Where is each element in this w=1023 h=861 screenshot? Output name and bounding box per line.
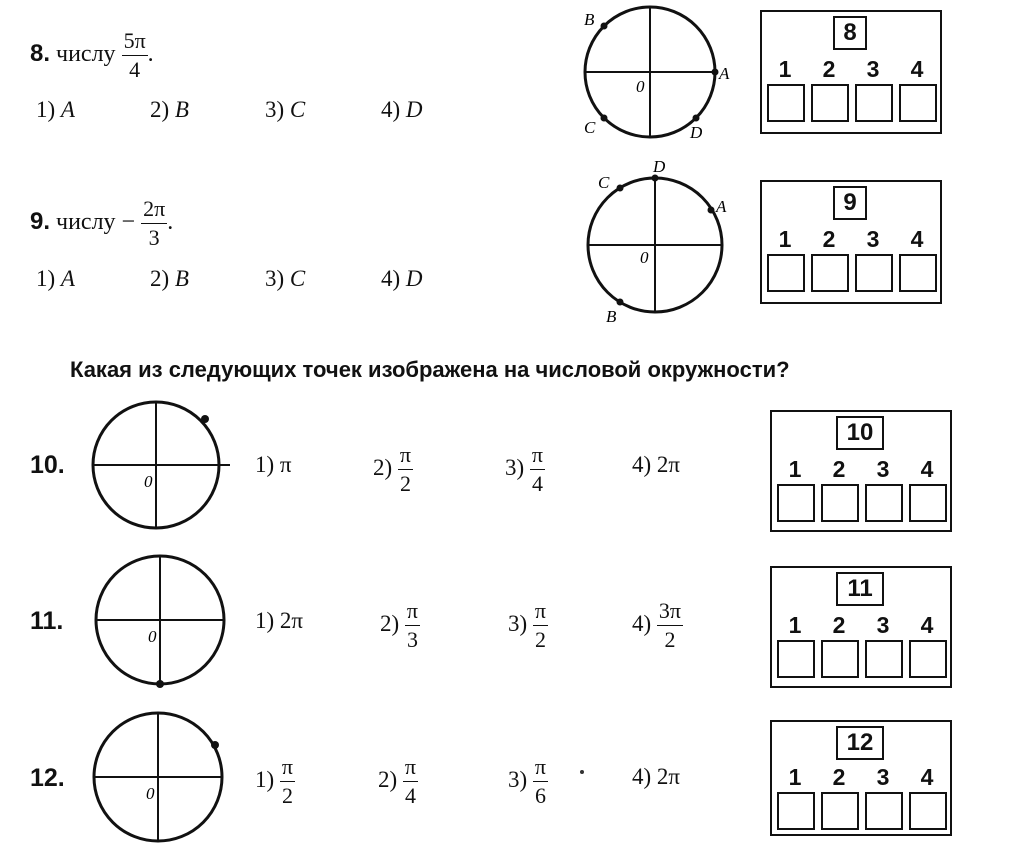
marked-point bbox=[156, 680, 164, 688]
option-number: 4) bbox=[381, 266, 401, 291]
answer-title: 8 bbox=[833, 16, 867, 50]
answer-cell-1[interactable] bbox=[767, 254, 805, 292]
answer-cell-2[interactable] bbox=[821, 484, 859, 522]
option-value: C bbox=[289, 266, 306, 291]
task-9-fraction-denominator: 3 bbox=[148, 225, 160, 250]
option-number: 1) bbox=[255, 608, 275, 633]
fraction-numerator: π bbox=[533, 600, 548, 626]
label-origin: 0 bbox=[146, 784, 155, 803]
answer-cell-3[interactable] bbox=[855, 254, 893, 292]
option-number: 3) bbox=[505, 454, 525, 480]
fraction-denominator: 6 bbox=[534, 783, 546, 808]
answer-label-3: 3 bbox=[876, 764, 890, 790]
answer-cell-1[interactable] bbox=[777, 484, 815, 522]
answer-cell-4[interactable] bbox=[899, 254, 937, 292]
task-10-unit-circle bbox=[88, 395, 238, 540]
task-11-unit-circle bbox=[88, 550, 238, 695]
task-11-option-1[interactable] bbox=[255, 608, 303, 634]
fraction-denominator: 4 bbox=[531, 471, 543, 496]
task-9-unit-circle bbox=[570, 150, 750, 330]
task-11-option-2[interactable] bbox=[380, 600, 420, 651]
answer-cell-1[interactable] bbox=[777, 792, 815, 830]
task-9-option-1[interactable] bbox=[36, 266, 75, 292]
option-number: 4) bbox=[632, 610, 652, 636]
task-9-lead: числу − bbox=[56, 209, 136, 236]
option-value: B bbox=[174, 97, 189, 122]
task-9-answer-box bbox=[760, 180, 942, 304]
option-fraction bbox=[533, 756, 548, 807]
option-number: 1) bbox=[255, 766, 275, 792]
answer-cell-4[interactable] bbox=[909, 792, 947, 830]
task-12-option-1[interactable] bbox=[255, 756, 295, 807]
option-value: 2π bbox=[656, 764, 681, 789]
task-8-option-1[interactable] bbox=[36, 97, 75, 123]
option-value: 2π bbox=[656, 452, 681, 477]
answer-label-3: 3 bbox=[876, 612, 890, 638]
fraction-numerator: π bbox=[530, 444, 545, 470]
answer-label-1: 1 bbox=[788, 612, 802, 638]
fraction-numerator: π bbox=[398, 444, 413, 470]
task-8-number: 8. bbox=[30, 40, 51, 68]
option-fraction bbox=[403, 756, 418, 807]
answer-cell-1[interactable] bbox=[777, 640, 815, 678]
option-number: 4) bbox=[632, 764, 652, 789]
task-8-fraction-denominator: 4 bbox=[129, 57, 141, 82]
option-number: 3) bbox=[265, 266, 285, 291]
task-8-option-3[interactable] bbox=[265, 97, 305, 123]
option-number: 4) bbox=[632, 452, 652, 477]
label-origin: 0 bbox=[636, 77, 645, 96]
point-a bbox=[708, 207, 715, 214]
marked-point bbox=[211, 741, 219, 749]
task-10-option-4[interactable] bbox=[632, 452, 680, 478]
answer-cell-2[interactable] bbox=[811, 254, 849, 292]
fraction-denominator: 2 bbox=[281, 783, 293, 808]
answer-label-1: 1 bbox=[788, 764, 802, 790]
option-number: 1) bbox=[36, 266, 56, 291]
fraction-numerator: π bbox=[280, 756, 295, 782]
fraction-denominator: 2 bbox=[399, 471, 411, 496]
point-d bbox=[693, 115, 700, 122]
option-fraction bbox=[657, 600, 683, 651]
label-d: D bbox=[653, 157, 666, 176]
task-11-option-3[interactable] bbox=[508, 600, 548, 651]
answer-cell-1[interactable] bbox=[767, 84, 805, 122]
answer-label-4: 4 bbox=[910, 56, 924, 82]
label-origin: 0 bbox=[144, 472, 153, 491]
point-c bbox=[617, 185, 624, 192]
answer-label-1: 1 bbox=[778, 226, 792, 252]
option-fraction bbox=[405, 600, 420, 651]
task-9-fraction-numerator: 2π bbox=[141, 198, 167, 224]
point-b bbox=[617, 299, 624, 306]
answer-title: 9 bbox=[833, 186, 867, 220]
option-value: 2π bbox=[279, 608, 304, 633]
option-number: 1) bbox=[36, 97, 56, 122]
task-8-lead: числу bbox=[56, 41, 116, 68]
option-number: 1) bbox=[255, 452, 275, 477]
task-8-answer-box bbox=[760, 10, 942, 134]
task-12-number: 12. bbox=[30, 764, 65, 792]
label-c: C bbox=[584, 118, 596, 137]
point-c bbox=[601, 115, 608, 122]
task-8-unit-circle bbox=[570, 0, 750, 150]
answer-cell-4[interactable] bbox=[909, 484, 947, 522]
answer-label-4: 4 bbox=[920, 612, 934, 638]
fraction-denominator: 2 bbox=[664, 627, 676, 652]
answer-label-3: 3 bbox=[876, 456, 890, 482]
answer-cell-4[interactable] bbox=[899, 84, 937, 122]
option-number: 3) bbox=[508, 610, 528, 636]
answer-label-2: 2 bbox=[822, 56, 836, 82]
task-12-option-3[interactable] bbox=[508, 756, 548, 807]
task-12-option-4[interactable] bbox=[632, 764, 680, 790]
answer-label-3: 3 bbox=[866, 226, 880, 252]
answer-title: 11 bbox=[836, 572, 884, 606]
option-number: 2) bbox=[373, 454, 393, 480]
fraction-numerator: π bbox=[533, 756, 548, 782]
option-value: B bbox=[174, 266, 189, 291]
answer-cell-2[interactable] bbox=[811, 84, 849, 122]
option-number: 2) bbox=[150, 266, 170, 291]
answer-label-2: 2 bbox=[832, 764, 846, 790]
option-value: A bbox=[60, 97, 75, 122]
task-9-statement bbox=[30, 198, 173, 249]
section-heading: Какая из следующих точек изображена на числовой окружности? bbox=[70, 357, 790, 382]
answer-cell-2[interactable] bbox=[821, 792, 859, 830]
option-value: D bbox=[405, 97, 423, 122]
option-number: 2) bbox=[380, 610, 400, 636]
option-number: 3) bbox=[508, 766, 528, 792]
option-value: D bbox=[405, 266, 423, 291]
answer-title: 12 bbox=[836, 726, 884, 760]
fraction-denominator: 2 bbox=[534, 627, 546, 652]
answer-label-2: 2 bbox=[832, 456, 846, 482]
label-b: B bbox=[606, 307, 617, 326]
answer-label-2: 2 bbox=[822, 226, 836, 252]
marked-point bbox=[201, 415, 209, 423]
answer-cell-3[interactable] bbox=[865, 484, 903, 522]
answer-label-3: 3 bbox=[866, 56, 880, 82]
task-8-statement bbox=[30, 30, 154, 81]
option-value: A bbox=[60, 266, 75, 291]
task-10-option-1[interactable] bbox=[255, 452, 292, 478]
label-origin: 0 bbox=[640, 248, 649, 267]
answer-title: 10 bbox=[836, 416, 884, 450]
task-10-number: 10. bbox=[30, 451, 65, 479]
task-12-answer-box bbox=[770, 720, 952, 836]
task-8-period: . bbox=[147, 41, 154, 68]
option-fraction bbox=[533, 600, 548, 651]
option-fraction bbox=[398, 444, 413, 495]
task-9-option-3[interactable] bbox=[265, 266, 305, 292]
answer-cell-3[interactable] bbox=[855, 84, 893, 122]
answer-label-2: 2 bbox=[832, 612, 846, 638]
option-fraction bbox=[530, 444, 545, 495]
point-b bbox=[601, 23, 608, 30]
fraction-denominator: 4 bbox=[404, 783, 416, 808]
label-d: D bbox=[690, 123, 703, 142]
answer-cell-3[interactable] bbox=[865, 640, 903, 678]
task-9-number: 9. bbox=[30, 208, 51, 236]
task-8-fraction bbox=[122, 30, 148, 81]
task-10-option-3[interactable] bbox=[505, 444, 545, 495]
option-number: 2) bbox=[150, 97, 170, 122]
task-9-option-2[interactable] bbox=[150, 266, 189, 292]
task-9-period: . bbox=[167, 209, 174, 236]
label-a: A bbox=[716, 197, 727, 216]
fraction-denominator: 3 bbox=[406, 627, 418, 652]
fraction-numerator: 3π bbox=[657, 600, 683, 626]
label-c: C bbox=[598, 173, 610, 192]
answer-cell-3[interactable] bbox=[865, 792, 903, 830]
task-11-answer-box bbox=[770, 566, 952, 688]
answer-cell-2[interactable] bbox=[821, 640, 859, 678]
task-8-option-2[interactable] bbox=[150, 97, 189, 123]
answer-label-1: 1 bbox=[778, 56, 792, 82]
label-a: A bbox=[719, 64, 730, 83]
option-number: 2) bbox=[378, 766, 398, 792]
task-11-option-4[interactable] bbox=[632, 600, 683, 651]
answer-label-4: 4 bbox=[910, 226, 924, 252]
task-11-number: 11. bbox=[30, 607, 64, 635]
fraction-numerator: π bbox=[405, 600, 420, 626]
task-12-unit-circle bbox=[88, 707, 238, 852]
fraction-numerator: π bbox=[403, 756, 418, 782]
answer-label-4: 4 bbox=[920, 764, 934, 790]
task-9-fraction bbox=[141, 198, 167, 249]
task-8-fraction-numerator: 5π bbox=[122, 30, 148, 56]
label-origin: 0 bbox=[148, 627, 157, 646]
task-10-answer-box bbox=[770, 410, 952, 532]
option-value: π bbox=[279, 452, 292, 477]
label-b: B bbox=[584, 10, 595, 29]
task-8-option-4[interactable] bbox=[381, 97, 423, 123]
stray-dot bbox=[580, 770, 584, 774]
answer-label-1: 1 bbox=[788, 456, 802, 482]
answer-label-4: 4 bbox=[920, 456, 934, 482]
task-12-option-2[interactable] bbox=[378, 756, 418, 807]
answer-cell-4[interactable] bbox=[909, 640, 947, 678]
task-9-option-4[interactable] bbox=[381, 266, 423, 292]
option-number: 3) bbox=[265, 97, 285, 122]
task-10-option-2[interactable] bbox=[373, 444, 413, 495]
option-number: 4) bbox=[381, 97, 401, 122]
option-value: C bbox=[289, 97, 306, 122]
option-fraction bbox=[280, 756, 295, 807]
point-a bbox=[712, 69, 719, 76]
